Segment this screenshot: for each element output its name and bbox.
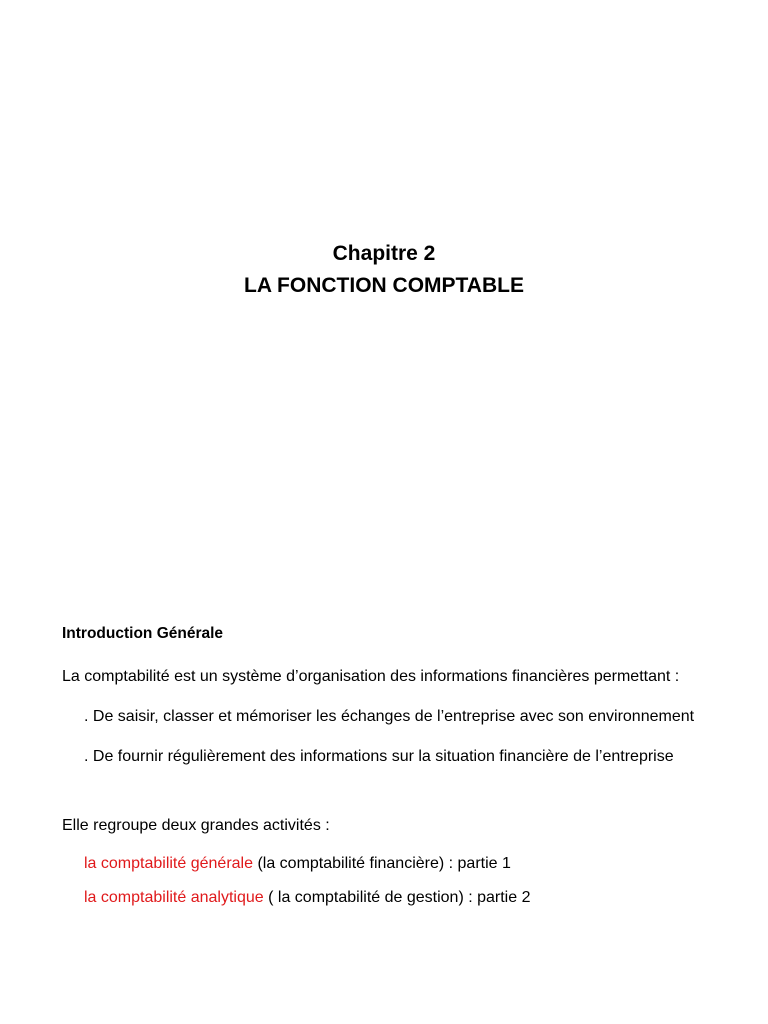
- intro-point-1: . De saisir, classer et mémoriser les échanges de l’entreprise avec son environnement: [84, 708, 695, 725]
- introduction-section: [62, 622, 718, 920]
- activity-name: la comptabilité analytique: [84, 889, 264, 906]
- activity-item-2: [84, 886, 718, 910]
- intro-paragraph: La comptabilité est un système d’organisation des informations financières permettant :: [62, 668, 680, 685]
- activity-item-1: [84, 852, 718, 876]
- activity-name: la comptabilité générale: [84, 855, 253, 872]
- spacer: [62, 780, 718, 814]
- chapter-number: Chapitre 2: [332, 242, 436, 265]
- intro-point-2: . De fournir régulièrement des informations sur la situation financière de l’entreprise: [84, 748, 674, 765]
- activity-detail: ( la comptabilité de gestion) : partie 2: [263, 889, 531, 906]
- activity-detail: (la comptabilité financière) : partie 1: [253, 855, 511, 872]
- chapter-title: LA FONCTION COMPTABLE: [244, 274, 524, 297]
- chapter-title-block: [0, 238, 768, 302]
- activities-intro: Elle regroupe deux grandes activités :: [62, 817, 330, 834]
- section-heading: Introduction Générale: [62, 625, 224, 642]
